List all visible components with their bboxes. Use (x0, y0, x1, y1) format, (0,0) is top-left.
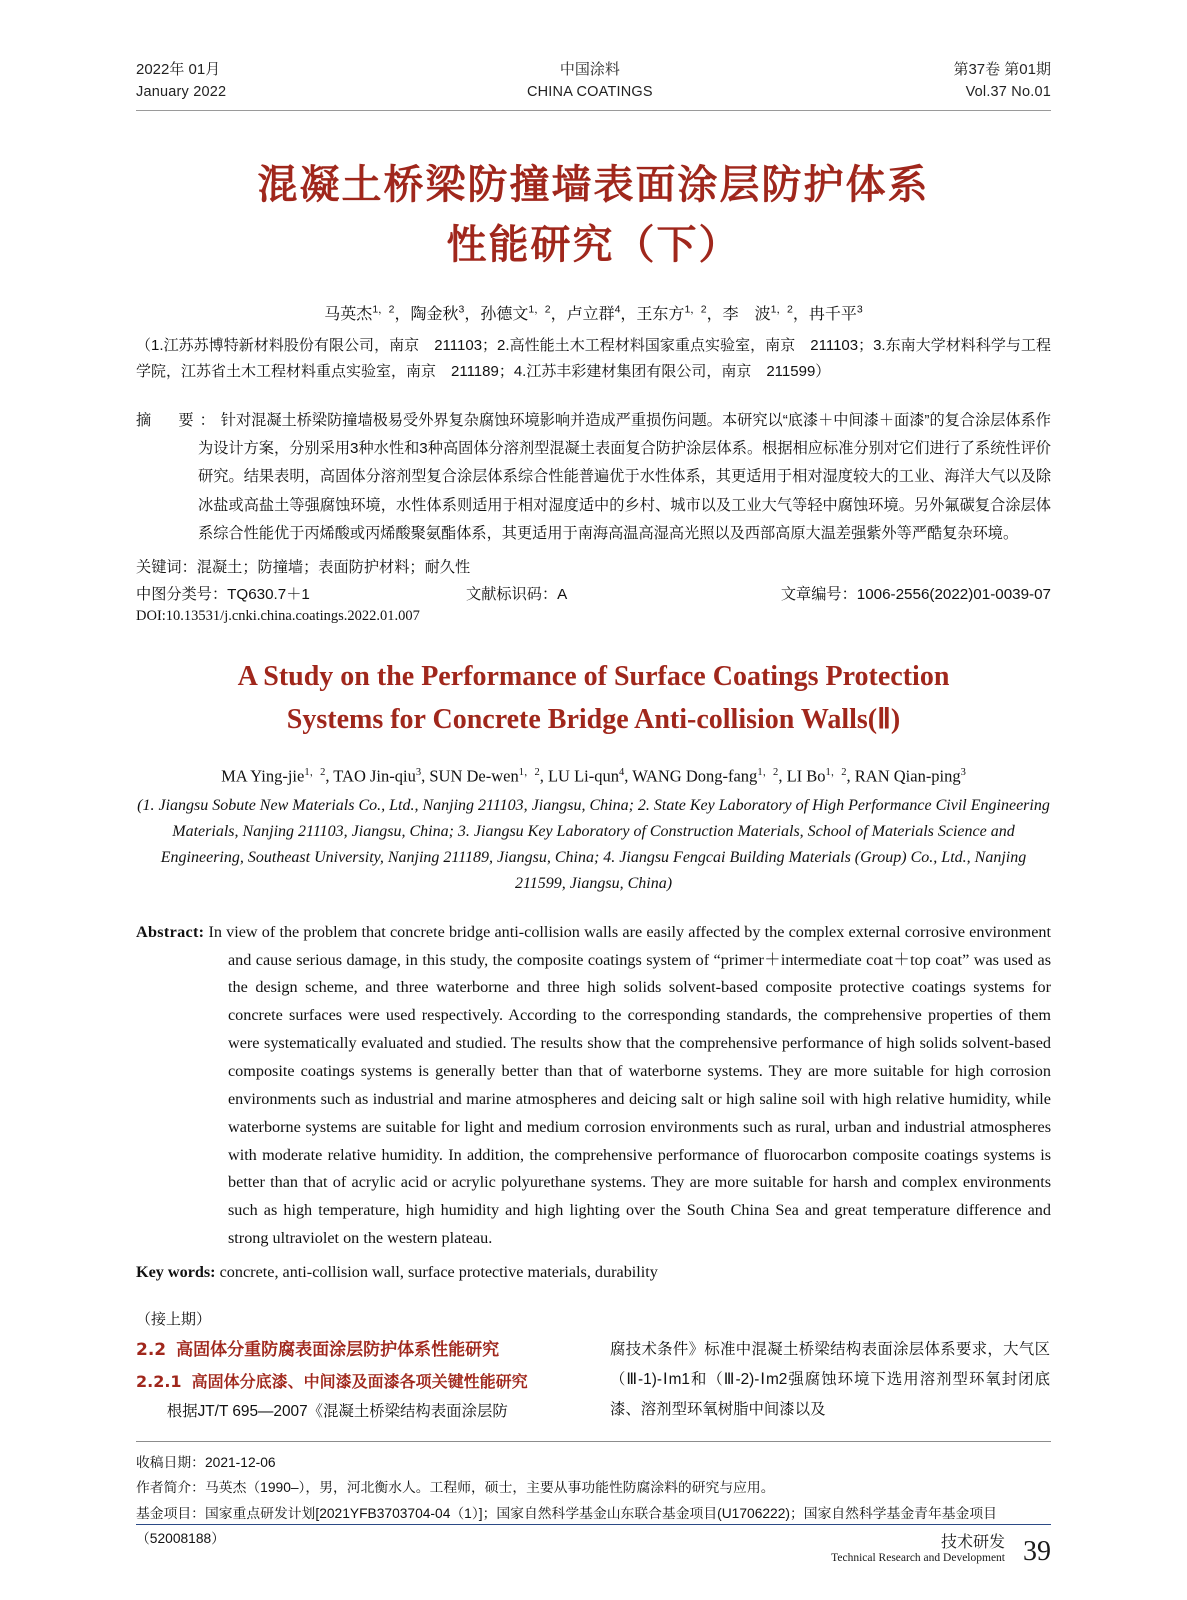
title-en-line2: Systems for Concrete Bridge Anti-collision Walls(Ⅱ) (286, 704, 901, 736)
body-paragraph-right: 腐技术条件》标准中混凝土桥梁结构表面涂层体系要求，大气区（Ⅲ-1)-Ⅰm1和（Ⅲ-2)-Ⅰm2强腐蚀环境下选用溶剂型环氧封闭底漆、溶剂型环氧树脂中间漆以及 (610, 1341, 1050, 1419)
footnote-author-bio: 作者简介：马英杰（1990–），男，河北衡水人。工程师，硕士，主要从事功能性防腐涂料的研究与应用。 (136, 1480, 775, 1496)
body-column-left (136, 1335, 576, 1427)
document-code (466, 583, 746, 604)
continued-note: （接上期） (136, 1311, 212, 1329)
journal-name-cn: 中国涂料 (559, 61, 620, 78)
abstract-cn-text: 针对混凝土桥梁防撞墙极易受外界复杂腐蚀环境影响并造成严重损伤问题。本研究以“底漆＋中间漆＋面漆”的复合涂层体系作为设计方案，分别采用3种水性和3种高固体分溶剂型混凝土表面复合防护涂层体系。根据相应标准分别对它们进行了系统性评价研究。结果表明，高固体分溶剂型复合涂层体系综合性能普遍优于水性体系，其更适用于相对湿度较大的工业、海洋大气以及除冰盐或高盐土等强腐蚀环境，水性体系则适用于相对湿度适中的乡村、城市以及工业大气等轻中腐蚀环境。另外氟碳复合涂层体系综合性能优于丙烯酸或丙烯酸聚氨酯体系，其更适用于南海高温高湿高光照以及西部高原大温差强紫外等严酷复杂环境。 (198, 412, 1051, 542)
document-code-value: A (557, 585, 568, 603)
keywords-en (136, 1263, 1051, 1282)
running-head-right (953, 58, 1051, 104)
authors-cn: 马英杰$^{1,2}$，陶金秋$^3$，孙德文$^{1,2}$，卢立群$^4$，王东方$^{1,2}$，李 波$^{1,2}$，冉千平$^3$ (324, 303, 863, 323)
abstract-en (136, 919, 1051, 1253)
keywords-en-label: Key words: (136, 1263, 216, 1282)
abstract-en-label: Abstract: (136, 922, 205, 941)
article-id-label: 文章编号： (780, 585, 857, 603)
abstract-cn-label: 摘 要： (136, 412, 221, 430)
volume-issue-cn: 第37卷 第01期 (953, 61, 1051, 78)
keywords-cn-label: 关键词： (136, 558, 197, 576)
running-head-center (527, 58, 653, 104)
journal-name-en: CHINA COATINGS (526, 84, 653, 101)
keywords-cn (136, 556, 1051, 577)
page-footer (136, 1524, 1051, 1566)
doi: DOI:10.13531/j.cnki.china.coatings.2022.01.007 (136, 607, 420, 624)
clc-value: TQ630.7＋1 (227, 585, 310, 603)
title-cn-line1: 混凝土桥梁防撞墙表面涂层防护体系 (257, 161, 930, 208)
section-number-2-2-1: 2.2.1 (136, 1371, 182, 1391)
section-title-2-2-1: 高固体分底漆、中间漆及面漆各项关键性能研究 (191, 1371, 528, 1391)
article-meta-cn (136, 583, 1051, 604)
title-en-line1: A Study on the Performance of Surface Coatings Protection (237, 660, 950, 692)
body-columns (136, 1335, 1051, 1427)
affiliation-cn: （1.江苏苏博特新材料股份有限公司，南京 211103；2.高性能土木工程材料国家重点实验室，南京 211103；3.东南大学材料科学与工程学院，江苏省土木工程材料重点实验室，南京 211189；4.江苏丰彩建材集团有限公司，南京 211599） (136, 336, 1051, 380)
footer-section-en: Technical Research and Development (831, 1552, 1005, 1565)
keywords-cn-text: 混凝土；防撞墙；表面防护材料；耐久性 (196, 558, 471, 576)
page-title-en (136, 655, 1051, 742)
body-column-right (610, 1335, 1050, 1427)
issue-date-cn: 2022年 01月 (136, 61, 221, 78)
running-head-left (136, 58, 226, 104)
footer-section-labels (831, 1531, 1005, 1566)
abstract-en-text: In view of the problem that concrete bridge anti-collision walls are easily affected by the complex external corrosive environment and cause serious damage, in this study, the composite coatings system of “primer＋intermediate coat＋top coat” was used as the design scheme, and three waterborne and three high solids solvent-based composite protective coatings systems for concrete surfaces were used respectively. According to the corresponding standards, the comprehensive properties of them were systematically evaluated and studied. The results show that the comprehensive performance of high solids solvent-based composite coatings systems is generally better than that of waterborne systems. They are more suitable for high corrosion environments such as industrial and marine atmospheres and deicing salt or high saline soil with high relative humidity, while waterborne systems are suitable for light and medium corrosion environments such as rural, urban and industrial atmospheres with moderate relative humidity. In addition, the comprehensive performance of fluorocarbon composite coatings systems is better than that of acrylic acid or acrylic polyurethane systems. They are more suitable for harsh and complex environments such as high temperature, high humidity and high lighting over the South China Sea and great temperature difference and strong ultraviolet on the western plateau. (208, 922, 1051, 1248)
footnote-received-date: 收稿日期：2021-12-06 (136, 1454, 276, 1470)
body-paragraph-left: 根据JT/T 695—2007《混凝土桥梁结构表面涂层防 (166, 1402, 508, 1420)
section-number-2-2: 2.2 (136, 1340, 167, 1361)
authors-en: MA Ying-jie$^{1,2}$, TAO Jin-qiu$^3$, SUN De-wen$^{1,2}$, LU Li-qun$^4$, WANG Dong-fang$^{1,2}$, LI $Bo^{1,2}$, RAN Qian-ping$^3$ (221, 766, 966, 786)
document-code-label: 文献标识码： (466, 585, 558, 603)
keywords-en-text: concrete, anti-collision wall, surface protective materials, durability (219, 1263, 658, 1282)
footnote-funding: 基金项目：国家重点研发计划[2021YFB3703704-04（1）]；国家自然科学基金山东联合基金项目(U1706222)；国家自然科学基金青年基金项目（52008188） (136, 1505, 997, 1547)
issue-date-en: January 2022 (136, 84, 227, 101)
footer-section-cn: 技术研发 (940, 1531, 1005, 1551)
page-title-cn (136, 155, 1051, 275)
section-heading-2-2-1 (136, 1367, 576, 1397)
abstract-cn (136, 407, 1051, 548)
article-id (746, 583, 1051, 604)
volume-issue-en: Vol.37 No.01 (965, 84, 1051, 101)
affiliation-en: (1. Jiangsu Sobute New Materials Co., Ltd., Nanjing 211103, Jiangsu, China; 2. State Key Laboratory of High Performance Civil Engineering Materials, Nanjing 211103, Jiangsu, China; 3. Jiangsu Key Laboratory of Construction Materials, School of Materials Science and Engineering, Southeast University, Nanjing 211189, Jiangsu, China; 4. Jiangsu Fengcai Building Materials (Group) Co., Ltd., Nanjing 211599, Jiangsu, China) (137, 797, 1050, 892)
clc-number (136, 583, 466, 604)
section-title-2-2: 高固体分重防腐表面涂层防护体系性能研究 (176, 1340, 500, 1361)
clc-label: 中图分类号： (136, 585, 228, 603)
section-heading-2-2 (136, 1335, 576, 1366)
page-number: 39 (1023, 1536, 1051, 1568)
title-cn-line2: 性能研究（下） (446, 221, 741, 268)
article-id-value: 1006-2556(2022)01-0039-07 (856, 585, 1051, 603)
running-head (136, 58, 1051, 111)
